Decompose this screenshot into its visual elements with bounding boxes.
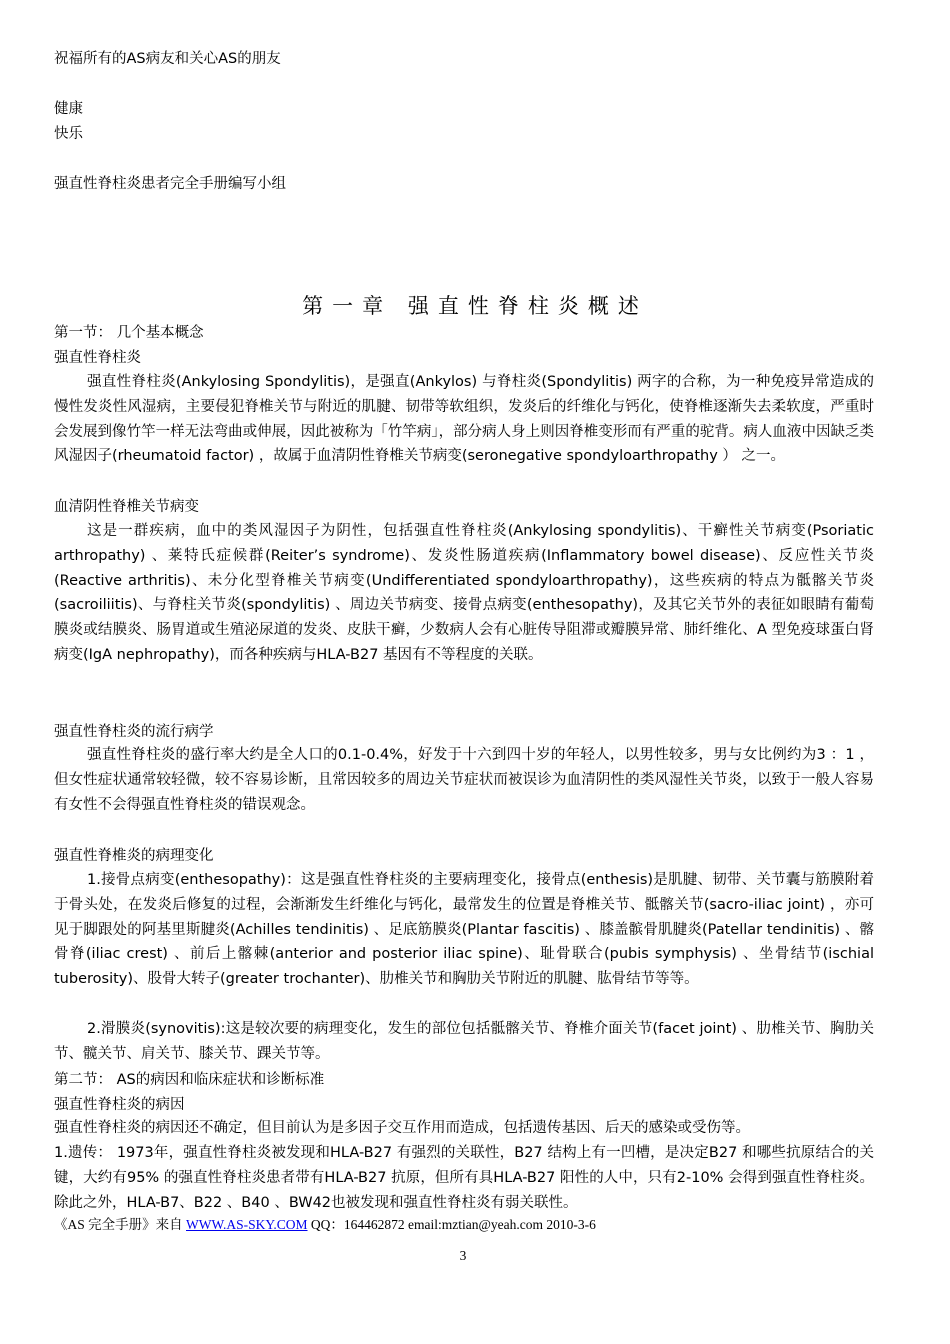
footer-prefix: 《AS 完全手册》来自 xyxy=(54,1217,187,1232)
footer-contact: QQ：164462872 email:mztian@yeah.com 2010-3-6 xyxy=(307,1217,596,1232)
intro-happy: 快乐 xyxy=(54,126,83,142)
page-number: 3 xyxy=(459,1248,467,1263)
topic-pathology-enthesopathy: 1.接骨点病变(enthesopathy)：这是强直性脊柱炎的主要病理变化，接骨点(enthesis)是肌腱、韧带、关节囊与筋膜附着于骨头处，在发炎后修复的过程，会渐渐发生纤维化与钙化，最常发生的位置是脊椎关节、骶髂关节(sacro-iliac joint) ，亦可见于脚跟处的阿基里斯腱炎(Achilles tendinitis) 、足底筋膜炎(Plantar fascitis) 、膝盖髌骨肌腱炎(Patellar tendinitis) 、髂骨脊(iliac crest) 、前后上髂棘(anterior and posterior iliac spine)、耻骨联合(pubis symphysis) 、坐骨结节(ischial tuberosity)、股骨大转子(greater trochanter)、肋椎关节和胸肋关节附近的肌腱、肱骨结节等等。 xyxy=(54,872,874,988)
section2-heading: 第二节： AS的病因和临床症状和诊断标准 xyxy=(54,1072,325,1088)
intro-authors: 强直性脊柱炎患者完全手册编写小组 xyxy=(54,176,286,192)
chapter-title: 第一章 强直性脊柱炎概述 xyxy=(302,294,648,318)
topic-etiology-intro: 强直性脊柱炎的病因还不确定，但目前认为是多因子交互作用而造成，包括遗传基因、后天的感染或受伤等。 xyxy=(54,1120,750,1136)
section1-heading: 第一节： 几个基本概念 xyxy=(54,325,204,341)
topic-seronegative-title: 血清阴性脊椎关节病变 xyxy=(54,499,199,515)
topic-etiology-genetics: 1.遗传： 1973年，强直性脊柱炎被发现和HLA-B27 有强烈的关联性，B27 结构上有一凹槽，是决定B27 和哪些抗原结合的关键，大约有95% 的强直性脊柱炎患者带有HLA-B27 抗原，但所有具HLA-B27 阳性的人中，只有2-10% 会得到强直性脊柱炎。除此之外，HLA-B7、B22 、B40 、BW42也被发现和强直性脊柱炎有弱关联性。 xyxy=(54,1145,874,1211)
topic-pathology-title: 强直性脊椎炎的病理变化 xyxy=(54,848,214,864)
page-footer xyxy=(54,1216,596,1234)
topic-epidemiology-title: 强直性脊柱炎的流行病学 xyxy=(54,724,214,740)
topic-pathology-synovitis: 2.滑膜炎(synovitis):这是较次要的病理变化，发生的部位包括骶髂关节、脊椎介面关节(facet joint) 、肋椎关节、胸肋关节、髋关节、肩关节、膝关节、踝关节等。 xyxy=(54,1021,874,1062)
topic-etiology-title: 强直性脊柱炎的病因 xyxy=(54,1097,185,1113)
intro-health: 健康 xyxy=(54,101,83,117)
footer-website-link[interactable]: WWW.AS-SKY.COM xyxy=(186,1217,308,1232)
topic-as-title: 强直性脊柱炎 xyxy=(54,350,141,366)
topic-seronegative-paragraph: 这是一群疾病，血中的类风湿因子为阴性，包括强直性脊柱炎(Ankylosing spondylitis)、干癣性关节病变(Psoriatic arthropathy) 、莱特氏症候群(Reiter’s syndrome)、发炎性肠道疾病(Inflammatory bowel disease)、反应性关节炎(Reactive arthritis)、未分化型脊椎关节病变(Undifferentiated spondyloarthropathy)，这些疾病的特点为骶髂关节炎(sacroiliitis)、与脊柱关节炎(spondylitis) 、周边关节病变、接骨点病变(enthesopathy)，及其它关节外的表征如眼睛有葡萄膜炎或结膜炎、肠胃道或生殖泌尿道的发炎、皮肤干癣，少数病人会有心脏传导阻滞或瓣膜异常、肺纤维化、A 型免疫球蛋白肾病变(IgA nephropathy)，而各种疾病与HLA-B27 基因有不等程度的关联。 xyxy=(54,523,874,663)
intro-dedication: 祝福所有的AS病友和关心AS的朋友 xyxy=(54,51,281,67)
topic-as-paragraph: 强直性脊柱炎(Ankylosing Spondylitis)，是强直(Ankylos) 与脊柱炎(Spondylitis) 两字的合称，为一种免疫异常造成的慢性发炎性风湿病，主要侵犯脊椎关节与附近的肌腱、韧带等软组织，发炎后的纤维化与钙化，使脊椎逐渐失去柔软度，严重时会发展到像竹竿一样无法弯曲或伸展，因此被称为「竹竿病」，部分病人身上则因脊椎变形而有严重的驼背。病人血液中因缺乏类风湿因子(rheumatoid factor) ，故属于血清阴性脊椎关节病变(seronegative spondyloarthropathy ） 之一。 xyxy=(54,374,874,465)
topic-epidemiology-paragraph: 强直性脊柱炎的盛行率大约是全人口的0.1-0.4%，好发于十六到四十岁的年轻人，以男性较多，男与女比例约为3 ：1 ，但女性症状通常较轻微，较不容易诊断，且常因较多的周边关节症状而被误诊为血清阴性的类风湿性关节炎，以致于一般人容易有女性不会得强直性脊柱炎的错误观念。 xyxy=(54,747,874,813)
